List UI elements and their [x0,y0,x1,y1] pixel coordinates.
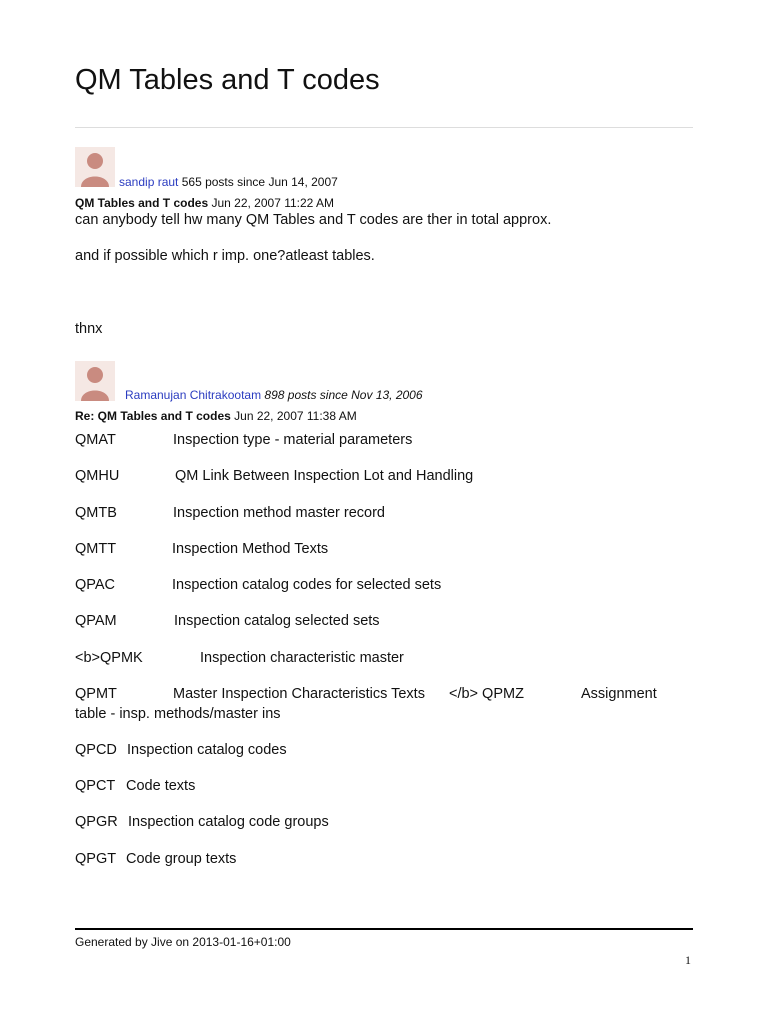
table-desc: Inspection catalog codes for selected sets [172,577,442,593]
table-desc: Inspection Method Texts [172,541,329,557]
table-code: QPAC [75,577,116,593]
table-desc: Inspection type - material parameters [173,432,413,448]
table-desc-continued: table - insp. methods/master ins [75,706,281,722]
table-desc: Master Inspection Characteristics Texts [173,686,425,702]
post-body-line: and if possible which r imp. one?atleast tables. [75,248,375,264]
table-code: QMHU [75,468,120,484]
table-code: QMTT [75,541,117,557]
table-desc: Inspection characteristic master [200,650,404,666]
post-date: Jun 22, 2007 11:22 AM [211,196,335,210]
post-subject: Re: QM Tables and T codes [75,409,231,423]
table-code: QPCD [75,742,117,758]
table-code: <b>QPMK [75,650,143,666]
post-subject-line [75,196,334,210]
author-meta: 565 posts since Jun 14, 2007 [181,175,338,189]
post-date: Jun 22, 2007 11:38 AM [234,409,357,423]
table-code: QPAM [75,613,117,629]
author-link[interactable]: Ramanujan Chitrakootam [125,388,262,402]
table-desc: Inspection catalog codes [127,742,287,758]
title-divider [75,127,693,128]
table-code: QMAT [75,432,116,448]
post-body-line: can anybody tell hw many QM Tables and T codes are ther in total approx. [75,212,552,228]
table-desc: Code texts [126,778,196,794]
post-subject: QM Tables and T codes [75,196,209,210]
table-desc: Assignment [581,686,657,702]
footer-text: Generated by Jive on 2013-01-16+01:00 [75,935,291,949]
post-body-line: thnx [75,321,103,337]
table-code: QPGR [75,814,118,830]
avatar-user-icon[interactable] [75,361,115,401]
table-desc: Inspection catalog selected sets [174,613,380,629]
table-code: QPGT [75,851,117,867]
table-desc: Code group texts [126,851,237,867]
author-meta: 898 posts since Nov 13, 2006 [264,388,423,402]
table-desc: </b> QPMZ [449,686,524,702]
table-code: QPCT [75,778,116,794]
avatar-user-icon[interactable] [75,147,115,187]
table-code: QPMT [75,686,117,702]
table-desc: Inspection method master record [173,505,385,521]
footer-divider [75,928,693,930]
page-title: QM Tables and T codes [75,64,380,96]
page-number: 1 [685,953,691,967]
table-desc: Inspection catalog code groups [128,814,329,830]
table-desc: QM Link Between Inspection Lot and Handling [175,468,474,484]
table-code: QMTB [75,505,117,521]
author-link[interactable]: sandip raut [119,175,179,189]
post-author-line [119,175,338,189]
post-author-line [125,388,423,402]
post-subject-line [75,409,357,423]
